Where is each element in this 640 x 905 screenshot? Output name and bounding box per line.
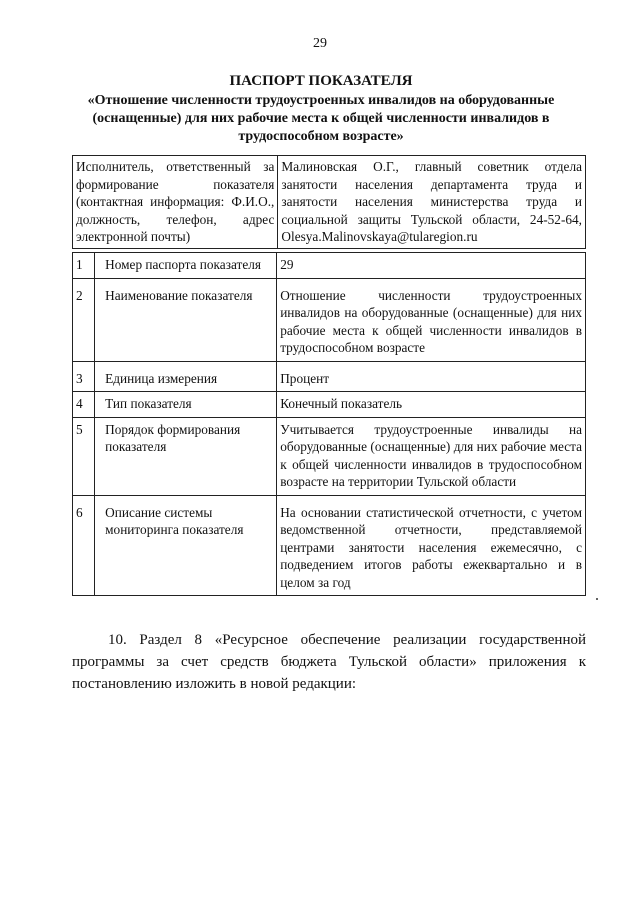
row-name: Наименование показателя [95, 278, 277, 361]
row-name: Единица измерения [95, 361, 277, 392]
row-number: 6 [73, 495, 95, 596]
contact-row [73, 156, 586, 249]
row-number: 5 [73, 417, 95, 495]
body-paragraph: 10. Раздел 8 «Ресурсное обеспечение реализации государственной программы за счет средств бюджета Тульской области» приложения к постановлению изложить в новой редакции: [72, 632, 586, 692]
table-row [73, 417, 586, 495]
row-name: Тип показателя [95, 392, 277, 418]
table-row [73, 361, 586, 392]
page-number: 29 [313, 36, 327, 51]
row-value: Конечный показатель [277, 392, 586, 418]
row-name: Порядок формирования показателя [95, 417, 277, 495]
row-value: Процент [277, 361, 586, 392]
contact-value: Малиновская О.Г., главный советник отдела занятости населения департамента труда и занятости населения министерства труда и социальной защиты Тульской области, 24-52-64, Olesya.Malinovskaya@tularegion.ru [278, 156, 586, 249]
contact-label: Исполнитель, ответственный за формирование показателя (контактная информация: Ф.И.О., должность, телефон, адрес электронной почты) [73, 156, 278, 249]
table-row [73, 392, 586, 418]
row-number: 1 [73, 253, 95, 279]
table-row [73, 495, 586, 596]
margin-dot [596, 598, 598, 600]
contact-table [72, 155, 586, 249]
row-number: 3 [73, 361, 95, 392]
row-number: 4 [73, 392, 95, 418]
table-row [73, 253, 586, 279]
passport-heading: ПАСПОРТ ПОКАЗАТЕЛЯ [229, 73, 413, 89]
row-value: 29 [277, 253, 586, 279]
row-name: Описание системы мониторинга показателя [95, 495, 277, 596]
row-value: Учитывается трудоустроенные инвалиды на оборудованные (оснащенные) для них рабочие места к общей численности инвалидов в трудоспособном возрасте на территории Тульской области [277, 417, 586, 495]
row-name: Номер паспорта показателя [95, 253, 277, 279]
indicator-title: «Отношение численности трудоустроенных инвалидов на оборудованные (оснащенные) для них рабочие места к общей численности инвалидов в трудоспособном возрасте» [87, 93, 555, 144]
passport-table [72, 252, 586, 596]
row-number: 2 [73, 278, 95, 361]
document-title [60, 72, 582, 146]
row-value: На основании статистической отчетности, с учетом ведомственной отчетности, представляемой центрами занятости населения ежемесячно, с подведением итогов работы ежеквартально и в целом за год [277, 495, 586, 596]
table-row [73, 278, 586, 361]
row-value: Отношение численности трудоустроенных инвалидов на оборудованные (оснащенные) для них рабочие места к общей численности инвалидов в трудоспособном возрасте [277, 278, 586, 361]
